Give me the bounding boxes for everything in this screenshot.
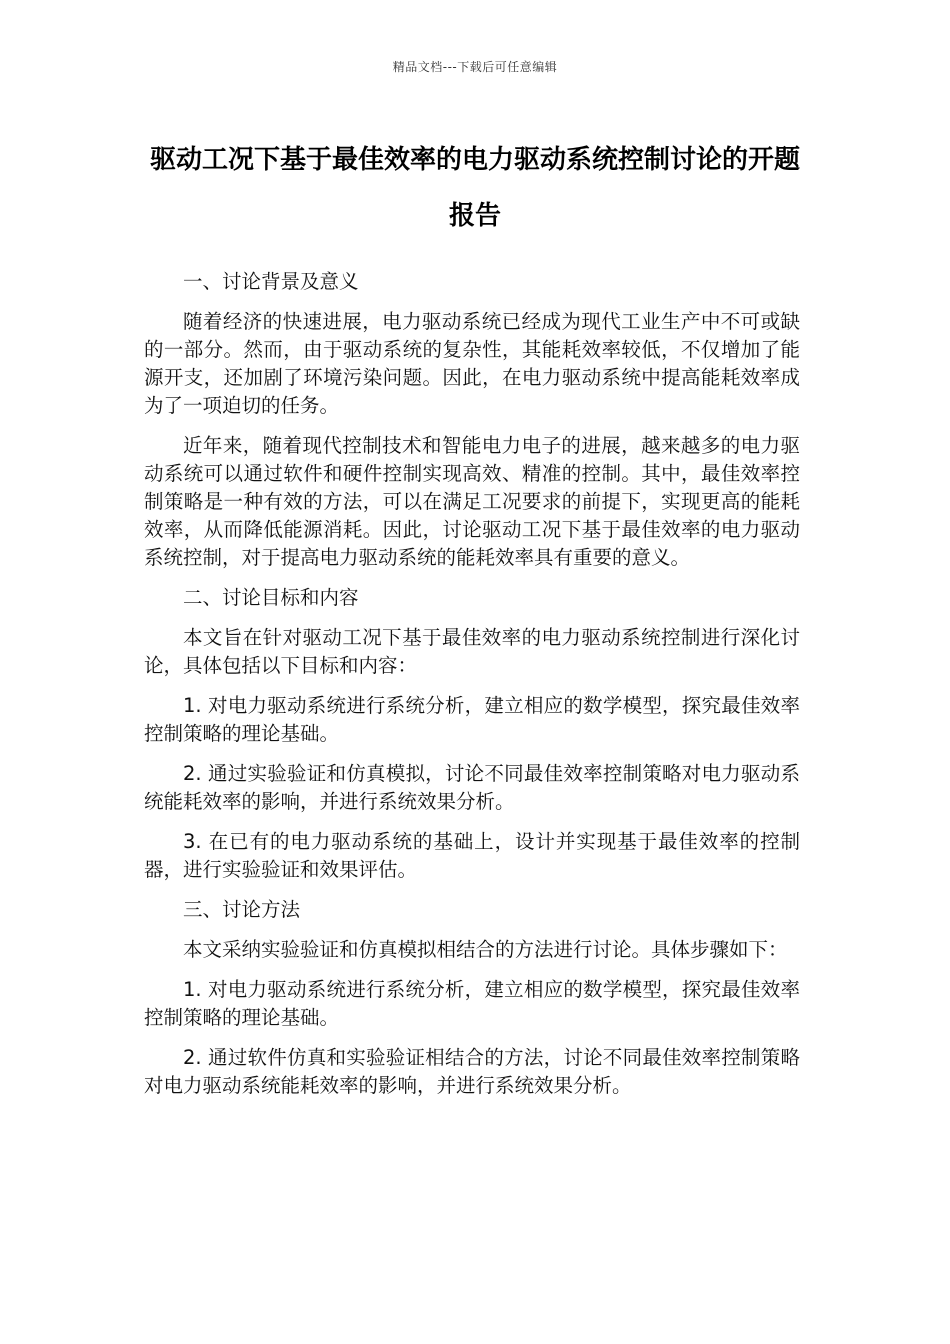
list-item: 3. 在已有的电力驱动系统的基础上，设计并实现基于最佳效率的控制器，进行实验验证和效果评估。 — [144, 830, 800, 881]
document-body — [144, 268, 800, 1112]
page-header: 精品文档---下载后可任意编辑 — [392, 60, 558, 74]
list-item: 2. 通过软件仿真和实验验证相结合的方法，讨论不同最佳效率控制策略对电力驱动系统能耗效率的影响，并进行系统效果分析。 — [144, 1046, 800, 1097]
section-heading-objectives: 二、讨论目标和内容 — [183, 586, 359, 609]
list-item: 1. 对电力驱动系统进行系统分析，建立相应的数学模型，探究最佳效率控制策略的理论基础。 — [144, 978, 800, 1029]
list-item: 1. 对电力驱动系统进行系统分析，建立相应的数学模型，探究最佳效率控制策略的理论基础。 — [144, 694, 800, 745]
paragraph: 近年来，随着现代控制技术和智能电力电子的进展，越来越多的电力驱动系统可以通过软件和硬件控制实现高效、精准的控制。其中，最佳效率控制策略是一种有效的方法，可以在满足工况要求的前提下，实现更高的能耗效率，从而降低能源消耗。因此，讨论驱动工况下基于最佳效率的电力驱动系统控制，对于提高电力驱动系统的能耗效率具有重要的意义。 — [144, 434, 800, 569]
section-heading-background: 一、讨论背景及意义 — [183, 270, 359, 293]
list-item: 2. 通过实验验证和仿真模拟，讨论不同最佳效率控制策略对电力驱动系统能耗效率的影响，并进行系统效果分析。 — [144, 762, 800, 813]
paragraph: 随着经济的快速进展，电力驱动系统已经成为现代工业生产中不可或缺的一部分。然而，由于驱动系统的复杂性，其能耗效率较低，不仅增加了能源开支，还加剧了环境污染问题。因此，在电力驱动系统中提高能耗效率成为了一项迫切的任务。 — [144, 310, 800, 417]
paragraph: 本文采纳实验验证和仿真模拟相结合的方法进行讨论。具体步骤如下： — [183, 938, 788, 961]
paragraph: 本文旨在针对驱动工况下基于最佳效率的电力驱动系统控制进行深化讨论，具体包括以下目标和内容： — [144, 626, 800, 677]
document-title: 驱动工况下基于最佳效率的电力驱动系统控制讨论的开题报告 — [149, 145, 800, 231]
section-heading-methods: 三、讨论方法 — [183, 898, 301, 921]
